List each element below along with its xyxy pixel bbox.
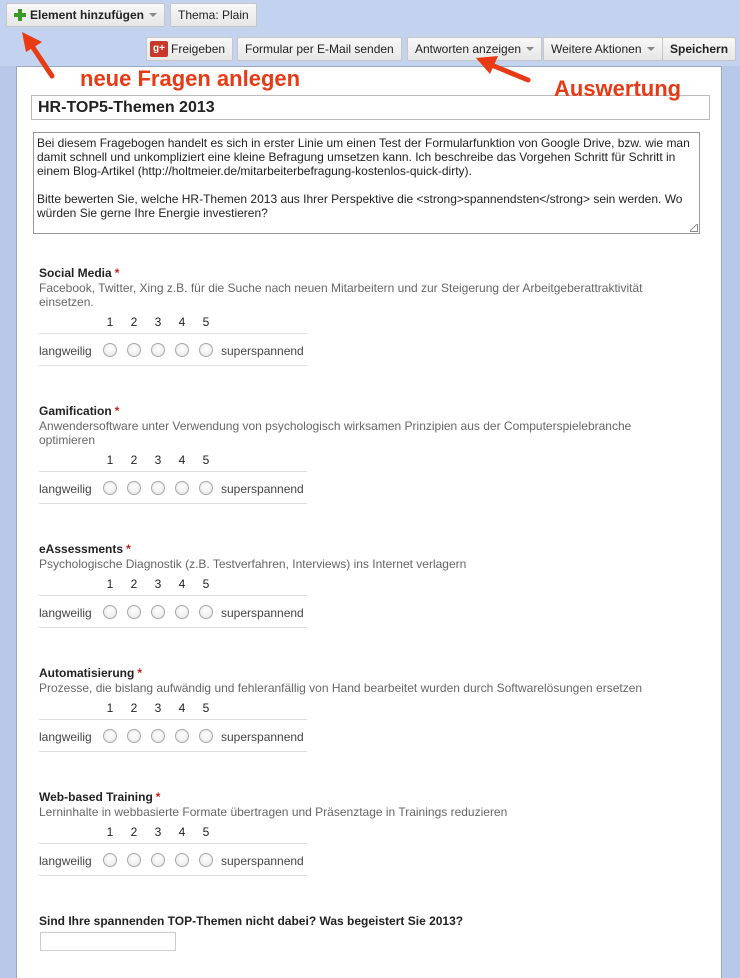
question-title-text: Automatisierung [39,666,135,680]
required-marker: * [114,266,120,280]
scale-number: 3 [154,315,162,329]
scale-number: 1 [106,577,114,591]
scale-low-label: langweilig [39,482,92,496]
scale-number: 3 [154,453,162,467]
form-title-input[interactable]: HR-TOP5-Themen 2013 [31,95,710,120]
scale-number: 4 [178,825,186,839]
scale-number: 1 [106,453,114,467]
scale-low-label: langweilig [39,854,92,868]
add-element-label: Element hinzufügen [30,8,144,22]
scale-high-label: superspannend [221,606,304,620]
scale-number: 4 [178,701,186,715]
scale-number: 5 [202,825,210,839]
scale-number: 1 [106,701,114,715]
description-paragraph-1: Bei diesem Fragebogen handelt es sich in erster Linie um einen Test der Formularfunktion von Google Drive, bzw. wie man damit schnell und unkompliziert eine kleine Befragung umsetzen kann. Ich beschreibe das Vorgehen Schritt für Schritt in einem Blog-Artikel (http://holtmeier.de/mitarbeiterbefragung-kostenlos-quick-dirty). [37,136,690,178]
share-label: Freigeben [171,42,226,56]
google-plus-icon: g+ [150,41,168,57]
question-title-text: Gamification [39,404,112,418]
scale-number: 3 [154,577,162,591]
show-responses-label: Antworten anzeigen [415,42,522,56]
arrow-evaluation [476,56,528,80]
scale-number: 2 [130,453,138,467]
annotation-evaluation: Auswertung [554,76,682,101]
scale-number: 1 [106,825,114,839]
scale-number: 2 [130,701,138,715]
theme-label: Thema: Plain [178,8,249,22]
question-title-text: Social Media [39,266,112,280]
question-title-text: eAssessments [39,542,124,556]
question-help-text: Lerninhalte in webbasierte Formate übertragen und Präsenztage in Trainings reduzieren [39,805,508,819]
scale-high-label: superspannend [221,482,304,496]
scale-low-label: langweilig [39,344,92,358]
description-paragraph-2: Bitte bewerten Sie, welche HR-Themen 2013 aus Ihrer Perspektive die <strong>spannendsten</strong> sein werden. Wo würden Sie gerne Ihre Energie investieren? [37,192,683,220]
required-marker: * [126,542,131,556]
scale-high-label: superspannend [221,730,304,744]
email-form-label: Formular per E-Mail senden [245,42,394,56]
scale-number: 5 [202,315,210,329]
scale-number: 4 [178,577,186,591]
question-title-text: Web-based Training [39,790,153,804]
scale-number: 5 [202,577,210,591]
scale-number: 4 [178,315,186,329]
scale-low-label: langweilig [39,606,92,620]
question-title: Sind Ihre spannenden TOP-Themen nicht dabei? Was begeistert Sie 2013? [39,914,464,928]
scale-high-label: superspannend [221,344,304,358]
scale-number: 2 [130,825,138,839]
required-marker: * [137,666,143,680]
more-actions-label: Weitere Aktionen [551,42,642,56]
scale-number: 5 [202,701,210,715]
scale-low-label: langweilig [39,730,92,744]
question-help-text: Psychologische Diagnostik (z.B. Testverfahren, Interviews) ins Internet verlagern [39,557,467,571]
scale-number: 1 [106,315,114,329]
question-help-text: Facebook, Twitter, Xing z.B. für die Suche nach neuen Mitarbeitern und zur Steigerung der Arbeitgeberattraktivität einsetzen. [39,281,643,309]
annotation-new-questions: neue Fragen anlegen [80,66,301,91]
scale-high-label: superspannend [221,854,304,868]
required-marker: * [155,790,161,804]
scale-number: 4 [178,453,186,467]
question-help-text: Anwendersoftware unter Verwendung von psychologisch wirksamen Prinzipien aus der Computerspielebranche optimieren [39,419,632,447]
question-help-text: Prozesse, die bislang aufwändig und fehleranfällig von Hand bearbeitet wurden durch Softwarelösungen ersetzen [39,681,643,695]
scale-number: 3 [154,825,162,839]
scale-number: 2 [130,577,138,591]
required-marker: * [114,404,120,418]
save-label: Speichern [670,42,729,56]
scale-number: 5 [202,453,210,467]
scale-number: 3 [154,701,162,715]
arrow-new-questions [22,32,52,76]
scale-number: 2 [130,315,138,329]
